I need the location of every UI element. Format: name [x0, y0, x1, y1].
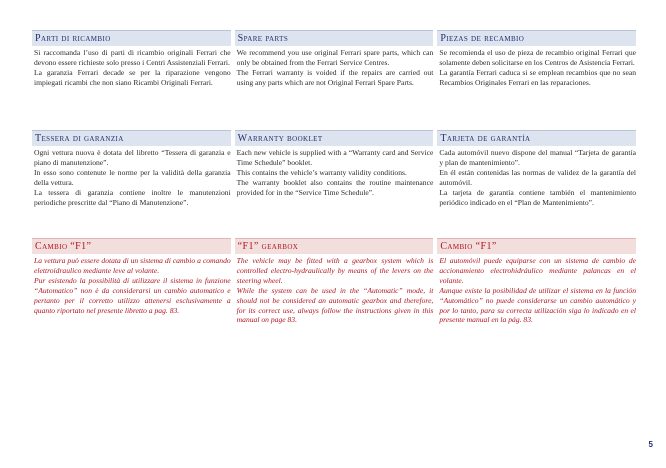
spare-parts-it-paragraph-2: La garanzia Ferrari decade se per la riparazione vengono impiegati ricambi che non siano Ricambi Originali Ferrari.	[34, 67, 231, 87]
warranty-es-paragraph-2: En él están contenidas las normas de validez de la garantía del automóvil.	[439, 167, 637, 187]
warranty-en-paragraph-1: Each new vehicle is supplied with a “Warranty card and Service Time Schedule” booklet.	[236, 148, 434, 167]
spare-parts-en-column	[235, 30, 434, 88]
warranty-es-column	[437, 130, 636, 207]
gearbox-es-paragraph-1: El automóvil puede equiparse con un sistema de cambio de accionamiento electrohidráulico mediante palancas en el volante.	[439, 256, 637, 285]
gearbox-it-paragraph-2: Pur esistendo la possibilità di utilizzare il sistema in funzione “Automatico” non è da considerarsi un cambio automatico e pertanto per il corretto utilizzo attenersi esclusivamente a quanto riportato nel presente libretto a pag. 83.	[34, 275, 231, 315]
warranty-it-paragraph-2: In esso sono contenute le norme per la validità della garanzia della vettura.	[34, 167, 231, 187]
gearbox-es-body	[437, 254, 636, 325]
warranty-section	[32, 130, 636, 207]
spare-parts-en-paragraph-1: We recommend you use original Ferrari spare parts, which can only be obtained from the Ferrari Service Centres.	[236, 48, 434, 67]
spare-parts-section	[32, 30, 636, 88]
spare-parts-es-column	[437, 30, 636, 88]
spare-parts-es-paragraph-2: La garantía Ferrari caduca si se emplean recambios que no sean Recambios Originales Ferrari en las reparaciones.	[439, 67, 637, 87]
warranty-it-paragraph-1: Ogni vettura nuova è dotata del libretto “Tessera di garanzia e piano di manutenzione”.	[34, 148, 231, 167]
gearbox-it-column	[32, 238, 231, 325]
spare-parts-it-column	[32, 30, 231, 88]
warranty-en-heading: Warranty booklet	[235, 130, 434, 146]
warranty-es-body	[437, 146, 636, 207]
spare-parts-en-heading: Spare parts	[235, 30, 434, 46]
gearbox-en-body	[235, 254, 434, 325]
gearbox-it-body	[32, 254, 231, 315]
warranty-en-body	[235, 146, 434, 198]
spare-parts-es-body	[437, 46, 636, 88]
spare-parts-it-body	[32, 46, 231, 88]
spare-parts-it-heading: Parti di ricambio	[32, 30, 231, 46]
gearbox-en-heading: “F1” gearbox	[235, 238, 434, 254]
spare-parts-es-paragraph-1: Se recomienda el uso de pieza de recambio original Ferrari que solamente deben solicitarse en los Centros de Asistencia Ferrari.	[439, 48, 637, 67]
spare-parts-es-heading: Piezas de recambio	[437, 30, 636, 46]
gearbox-it-heading: Cambio “F1”	[32, 238, 231, 254]
gearbox-es-paragraph-2: Aunque existe la posibilidad de utilizar el sistema en la función “Automático” no puede considerarse un cambio automático y por lo tanto, para su correcta utilización siga lo indicado en el presente manual en la pág. 83.	[439, 285, 637, 325]
gearbox-section	[32, 238, 636, 325]
warranty-es-paragraph-3: La tarjeta de garantía contiene también el mantenimiento periódico indicado en el “Plan de Mantenimiento”.	[439, 187, 637, 207]
gearbox-es-column	[437, 238, 636, 325]
spare-parts-en-body	[235, 46, 434, 88]
warranty-it-body	[32, 146, 231, 207]
spare-parts-en-paragraph-2: The Ferrari warranty is voided if the repairs are carried out using any parts which are not Original Ferrari Spare Parts.	[236, 67, 434, 87]
warranty-it-heading: Tessera di garanzia	[32, 130, 231, 146]
warranty-en-paragraph-3: The warranty booklet also contains the routine maintenance provided for in the “Service Time Schedule”.	[236, 177, 434, 197]
gearbox-es-heading: Cambio “F1”	[437, 238, 636, 254]
warranty-es-heading: Tarjeta de garantía	[437, 130, 636, 146]
gearbox-en-paragraph-1: The vehicle may be fitted with a gearbox system which is controlled electro-hydraulically by means of the levers on the steering wheel.	[236, 256, 434, 285]
spare-parts-it-paragraph-1: Si raccomanda l’uso di parti di ricambio originali Ferrari che devono essere richieste solo presso i Centri Assistenziali Ferrari.	[34, 48, 231, 67]
gearbox-en-paragraph-2: While the system can be used in the “Automatic” mode, it should not be considered an automatic gearbox and therefore, for its correct use, always follow the instructions given in this manual on page 83.	[236, 285, 434, 325]
warranty-en-paragraph-2: This contains the vehicle’s warranty validity conditions.	[236, 167, 407, 177]
warranty-es-paragraph-1: Cada automóvil nuevo dispone del manual “Tarjeta de garantía y plan de mantenimiento”.	[439, 148, 637, 167]
gearbox-en-column	[235, 238, 434, 325]
warranty-it-column	[32, 130, 231, 207]
gearbox-it-paragraph-1: La vettura può essere dotata di un sistema di cambio a comando elettroidraulico mediante leve al volante.	[34, 256, 231, 275]
warranty-en-column	[235, 130, 434, 207]
page-number: 5	[648, 440, 653, 449]
warranty-it-paragraph-3: La tessera di garanzia contiene inoltre le manutenzioni periodiche prescritte dal “Piano di Manutenzione”.	[34, 187, 231, 207]
